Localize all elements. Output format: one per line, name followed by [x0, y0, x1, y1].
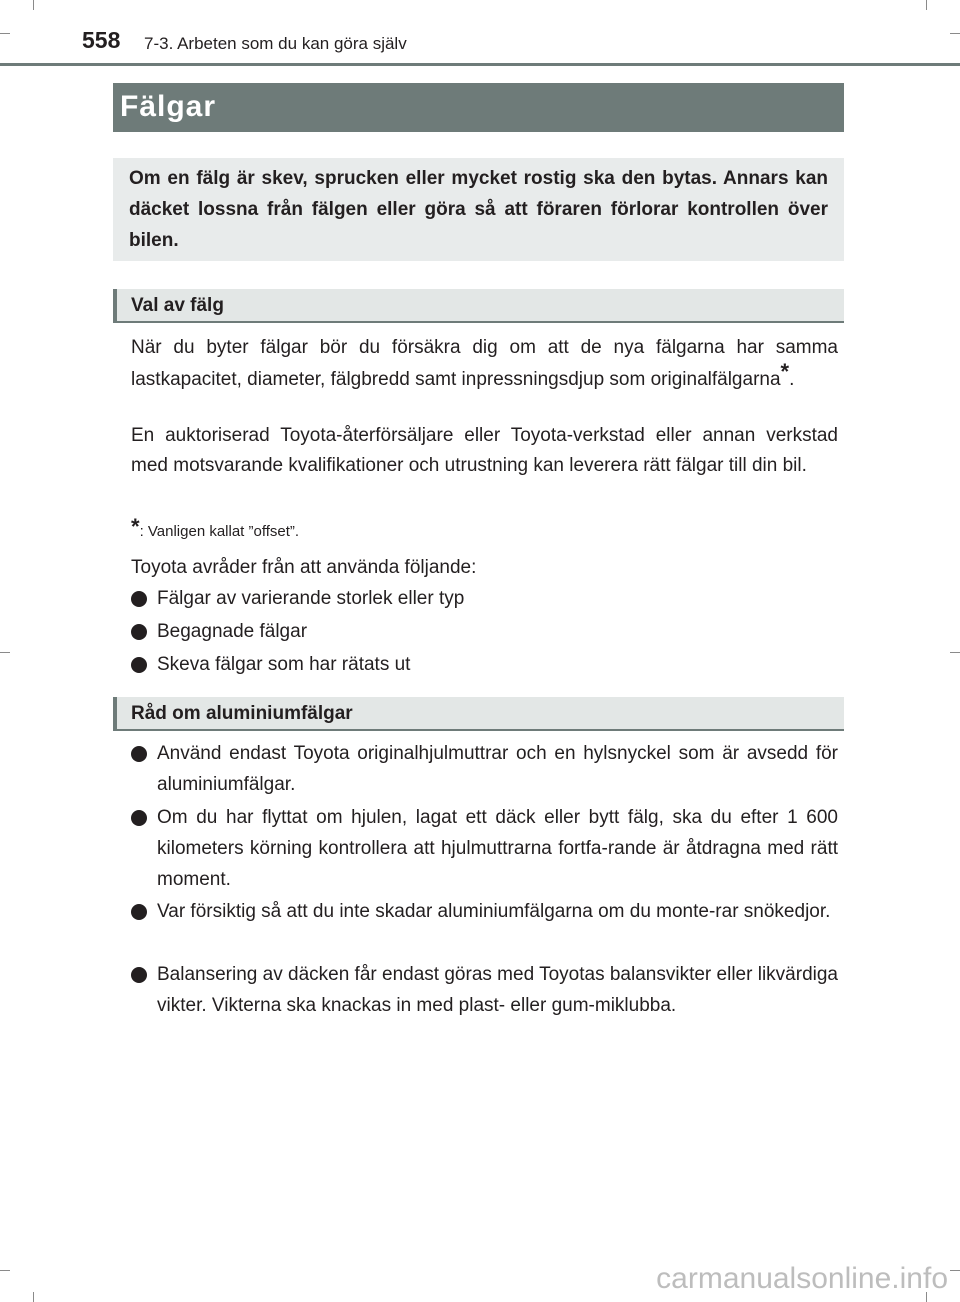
- lead-text: Toyota avråder från att använda följande:: [131, 557, 477, 578]
- section-heading-val-av-falg: [113, 289, 844, 323]
- list-item-text: Använd endast Toyota originalhjulmuttrar och en hylsnyckel som är avsedd för aluminiumfälgar.: [157, 743, 838, 795]
- intro-text: Om en fälg är skev, sprucken eller mycket rostig ska den bytas. Annars kan däcket lossna från fälgen eller göra så att föraren förlorar kontrollen över bilen.: [129, 168, 828, 251]
- title-bar: [113, 83, 844, 132]
- footnote-star: *: [131, 514, 140, 539]
- list-item-text: Var försiktig så att du inte skadar aluminiumfälgarna om du monte-rar snökedjor.: [157, 901, 831, 922]
- list-item-text: Balansering av däcken får endast göras med Toyotas balansvikter eller likvärdiga vikter. Vikterna ska knackas in med plast- eller gum-miklubba.: [157, 964, 838, 1016]
- crop-mark: [33, 0, 34, 10]
- crop-mark: [950, 1270, 960, 1271]
- section-heading-label: Råd om aluminiumfälgar: [131, 703, 353, 724]
- list-item-text: Skeva fälgar som har rätats ut: [157, 654, 411, 675]
- paragraph-text: När du byter fälgar bör du försäkra dig om att de nya fälgarna har samma lastkapacitet, diameter, fälgbredd samt inpressningsdjup som originalfälgarna: [131, 337, 838, 390]
- crop-mark: [926, 0, 927, 10]
- bullet-icon: [131, 657, 147, 673]
- bullet-icon: [131, 591, 147, 607]
- footnote: [131, 512, 299, 547]
- list-item: [131, 649, 838, 680]
- header-rule: [0, 63, 960, 66]
- footnote-text: : Vanligen kallat ”offset”.: [139, 523, 300, 540]
- section-path: 7-3. Arbeten som du kan göra själv: [144, 34, 407, 53]
- bullet-icon: [131, 810, 147, 826]
- paragraph-wheel-choice: [131, 333, 838, 394]
- list-item-text: Om du har flyttat om hjulen, lagat ett däck eller bytt fälg, ska du efter 1 600 kilometers körning kontrollera att hjulmuttrarna fortfa-rande är åtdragna med rätt moment.: [157, 807, 838, 890]
- section-heading-label: Val av fälg: [131, 295, 224, 316]
- intro-box: [113, 158, 844, 261]
- list-item: [131, 616, 838, 647]
- list-item: [131, 959, 838, 1021]
- crop-mark: [33, 1292, 34, 1302]
- crop-mark: [0, 1270, 10, 1271]
- list-item-text: Fälgar av varierande storlek eller typ: [157, 588, 465, 609]
- crop-mark: [950, 33, 960, 34]
- paragraph-end: .: [789, 368, 795, 390]
- page-number: 558: [82, 27, 121, 53]
- bullet-icon: [131, 967, 147, 983]
- bullet-icon: [131, 904, 147, 920]
- section-heading-aluminium: [113, 697, 844, 731]
- crop-mark: [0, 652, 10, 653]
- list-item: [131, 896, 838, 927]
- crop-mark: [950, 652, 960, 653]
- footnote-marker: *: [780, 358, 790, 384]
- page-title: Fälgar: [120, 90, 217, 123]
- list-item-text: Begagnade fälgar: [157, 621, 308, 642]
- crop-mark: [0, 33, 10, 34]
- list-item: [131, 583, 838, 614]
- list-item: [131, 802, 838, 895]
- bullet-icon: [131, 624, 147, 640]
- paragraph-dealer: En auktoriserad Toyota-återförsäljare eller Toyota-verkstad eller annan verkstad med motsvarande kvalifikationer och utrustning kan leverera rätt fälgar till din bil.: [131, 425, 838, 476]
- watermark: carmanualsonline.info: [656, 1262, 948, 1295]
- bullet-icon: [131, 746, 147, 762]
- list-item: [131, 738, 838, 800]
